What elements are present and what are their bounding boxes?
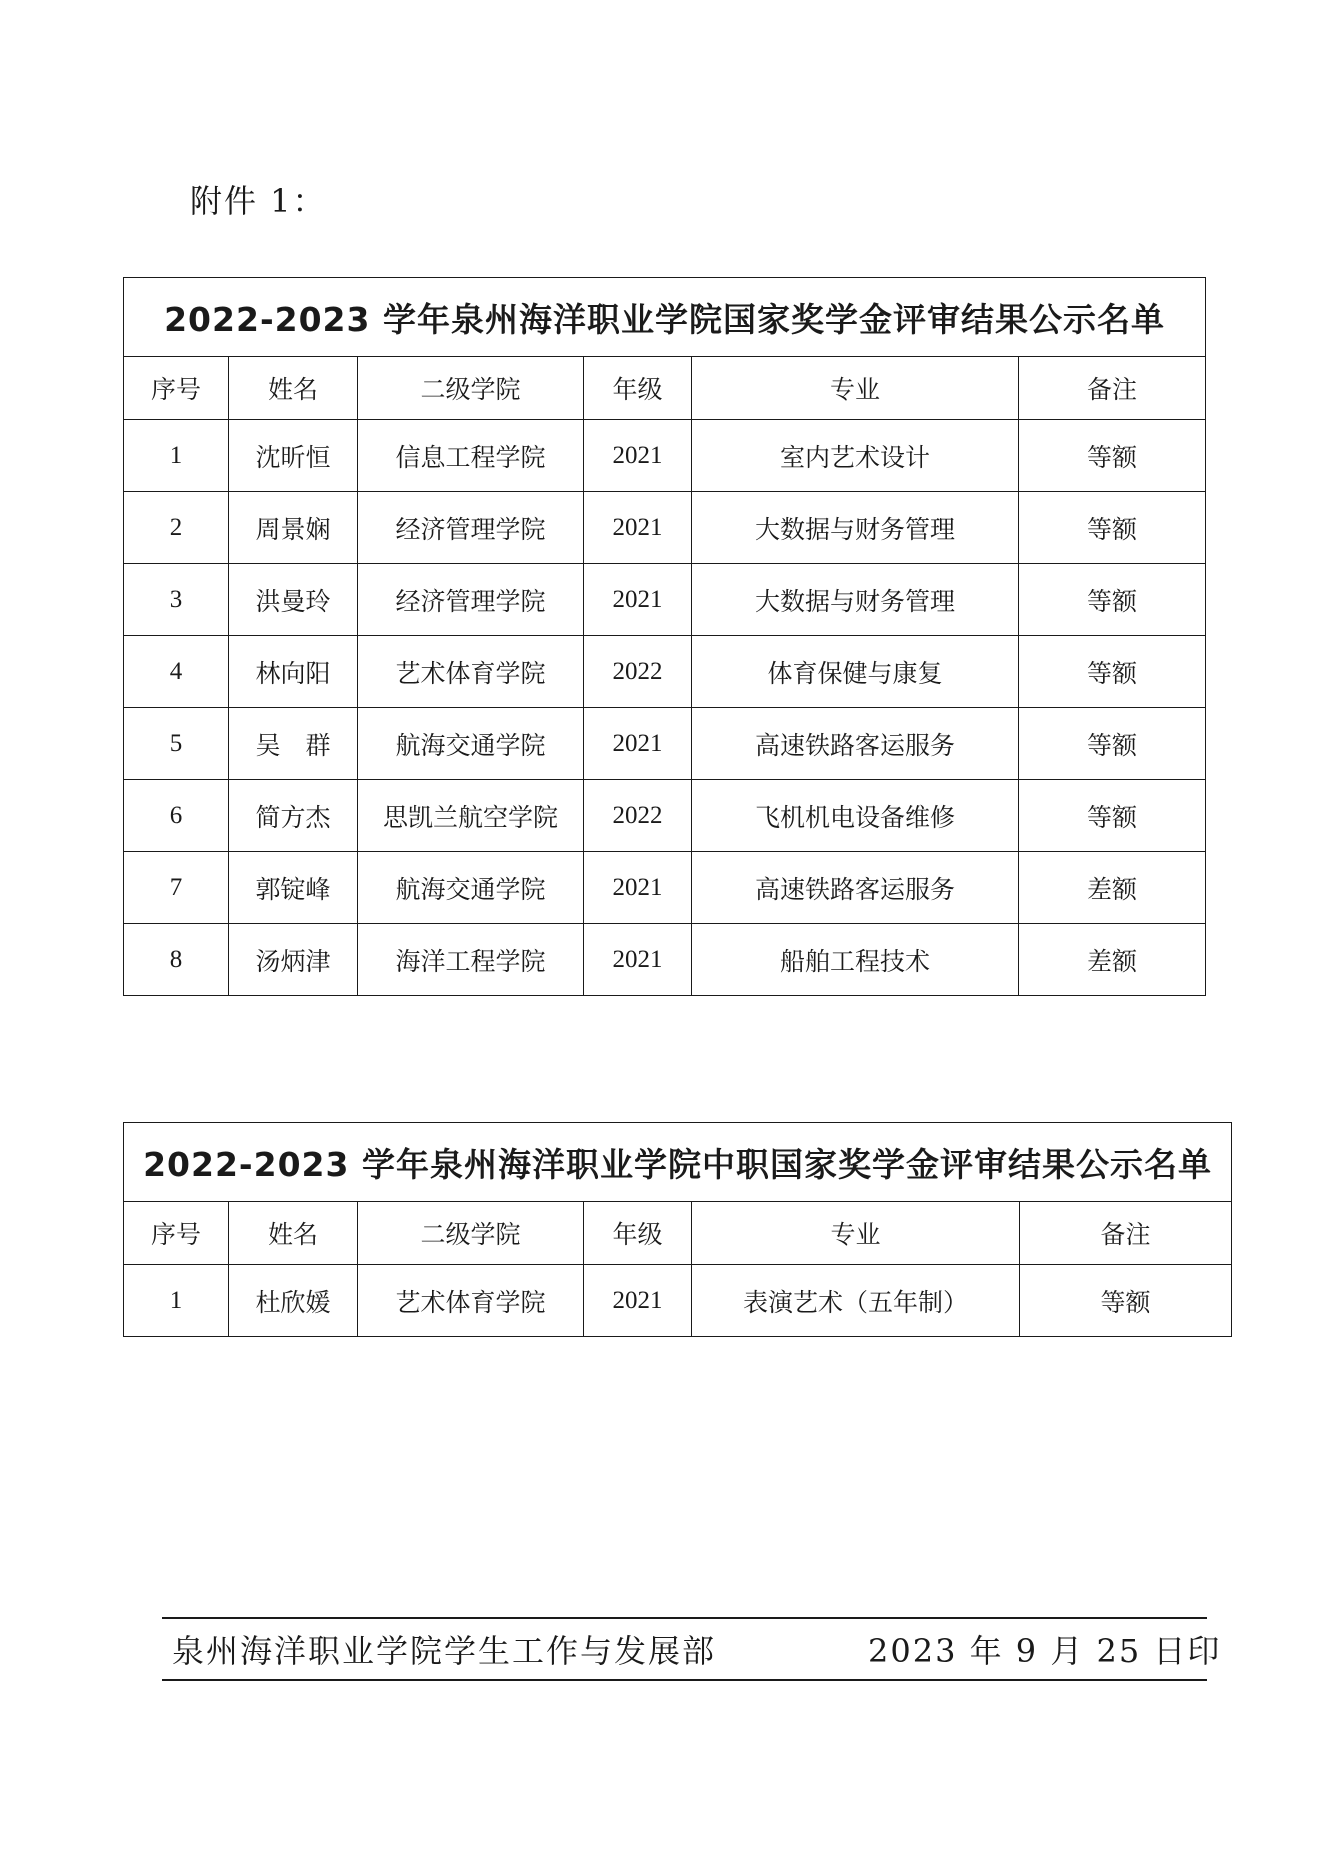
cell-college: 艺术体育学院 <box>358 636 584 708</box>
cell-index: 1 <box>124 420 229 492</box>
cell-note: 差额 <box>1019 852 1206 924</box>
cell-note: 等额 <box>1019 564 1206 636</box>
cell-grade: 2021 <box>584 420 692 492</box>
cell-note: 等额 <box>1019 780 1206 852</box>
vocational-scholarship-table <box>123 1122 1232 1337</box>
cell-name: 周景娴 <box>229 492 358 564</box>
table-row <box>124 780 1206 852</box>
cell-major: 表演艺术（五年制） <box>692 1265 1020 1337</box>
cell-index: 4 <box>124 636 229 708</box>
cell-major: 大数据与财务管理 <box>692 492 1019 564</box>
cell-grade: 2021 <box>584 1265 692 1337</box>
attachment-label: 附件 1： <box>190 182 327 220</box>
header-college: 二级学院 <box>358 1202 584 1265</box>
table-header-row <box>124 1202 1232 1265</box>
cell-index: 6 <box>124 780 229 852</box>
cell-note: 等额 <box>1020 1265 1232 1337</box>
issue-date: 2023 年 9 月 25 日印 <box>868 1632 1222 1670</box>
table-row <box>124 420 1206 492</box>
cell-college: 信息工程学院 <box>358 420 584 492</box>
table-row <box>124 492 1206 564</box>
header-name: 姓名 <box>229 1202 358 1265</box>
footer-divider-bottom <box>162 1679 1207 1681</box>
table-row <box>124 564 1206 636</box>
cell-index: 5 <box>124 708 229 780</box>
header-major: 专业 <box>692 1202 1020 1265</box>
cell-college: 航海交通学院 <box>358 708 584 780</box>
table-title: 2022-2023 学年泉州海洋职业学院国家奖学金评审结果公示名单 <box>124 278 1206 357</box>
cell-name: 洪曼玲 <box>229 564 358 636</box>
footer-divider-top <box>162 1617 1207 1619</box>
cell-college: 艺术体育学院 <box>358 1265 584 1337</box>
cell-index: 1 <box>124 1265 229 1337</box>
table-row <box>124 636 1206 708</box>
cell-note: 等额 <box>1019 492 1206 564</box>
cell-college: 海洋工程学院 <box>358 924 584 996</box>
table-header-row <box>124 357 1206 420</box>
cell-name: 吴 群 <box>229 708 358 780</box>
header-index: 序号 <box>124 357 229 420</box>
cell-note: 等额 <box>1019 708 1206 780</box>
cell-major: 高速铁路客运服务 <box>692 708 1019 780</box>
cell-grade: 2021 <box>584 924 692 996</box>
cell-major: 室内艺术设计 <box>692 420 1019 492</box>
cell-grade: 2021 <box>584 564 692 636</box>
cell-college: 思凯兰航空学院 <box>358 780 584 852</box>
header-name: 姓名 <box>229 357 358 420</box>
cell-grade: 2022 <box>584 636 692 708</box>
cell-grade: 2021 <box>584 708 692 780</box>
table-row <box>124 708 1206 780</box>
cell-major: 飞机机电设备维修 <box>692 780 1019 852</box>
table-title: 2022-2023 学年泉州海洋职业学院中职国家奖学金评审结果公示名单 <box>124 1123 1232 1202</box>
header-index: 序号 <box>124 1202 229 1265</box>
cell-college: 经济管理学院 <box>358 564 584 636</box>
cell-grade: 2022 <box>584 780 692 852</box>
cell-grade: 2021 <box>584 852 692 924</box>
header-grade: 年级 <box>584 357 692 420</box>
cell-index: 2 <box>124 492 229 564</box>
cell-grade: 2021 <box>584 492 692 564</box>
cell-major: 体育保健与康复 <box>692 636 1019 708</box>
cell-name: 沈昕恒 <box>229 420 358 492</box>
cell-index: 3 <box>124 564 229 636</box>
cell-name: 林向阳 <box>229 636 358 708</box>
cell-name: 简方杰 <box>229 780 358 852</box>
header-major: 专业 <box>692 357 1019 420</box>
cell-index: 8 <box>124 924 229 996</box>
table-row <box>124 1265 1232 1337</box>
header-note: 备注 <box>1019 357 1206 420</box>
issuing-department: 泉州海洋职业学院学生工作与发展部 <box>172 1632 717 1670</box>
header-college: 二级学院 <box>358 357 584 420</box>
cell-name: 汤炳津 <box>229 924 358 996</box>
table-row <box>124 852 1206 924</box>
cell-major: 船舶工程技术 <box>692 924 1019 996</box>
cell-note: 差额 <box>1019 924 1206 996</box>
table-row <box>124 924 1206 996</box>
cell-note: 等额 <box>1019 420 1206 492</box>
cell-college: 经济管理学院 <box>358 492 584 564</box>
header-note: 备注 <box>1020 1202 1232 1265</box>
cell-major: 高速铁路客运服务 <box>692 852 1019 924</box>
cell-college: 航海交通学院 <box>358 852 584 924</box>
cell-major: 大数据与财务管理 <box>692 564 1019 636</box>
cell-note: 等额 <box>1019 636 1206 708</box>
header-grade: 年级 <box>584 1202 692 1265</box>
cell-name: 杜欣媛 <box>229 1265 358 1337</box>
cell-name: 郭锭峰 <box>229 852 358 924</box>
cell-index: 7 <box>124 852 229 924</box>
scholarship-table <box>123 277 1206 996</box>
